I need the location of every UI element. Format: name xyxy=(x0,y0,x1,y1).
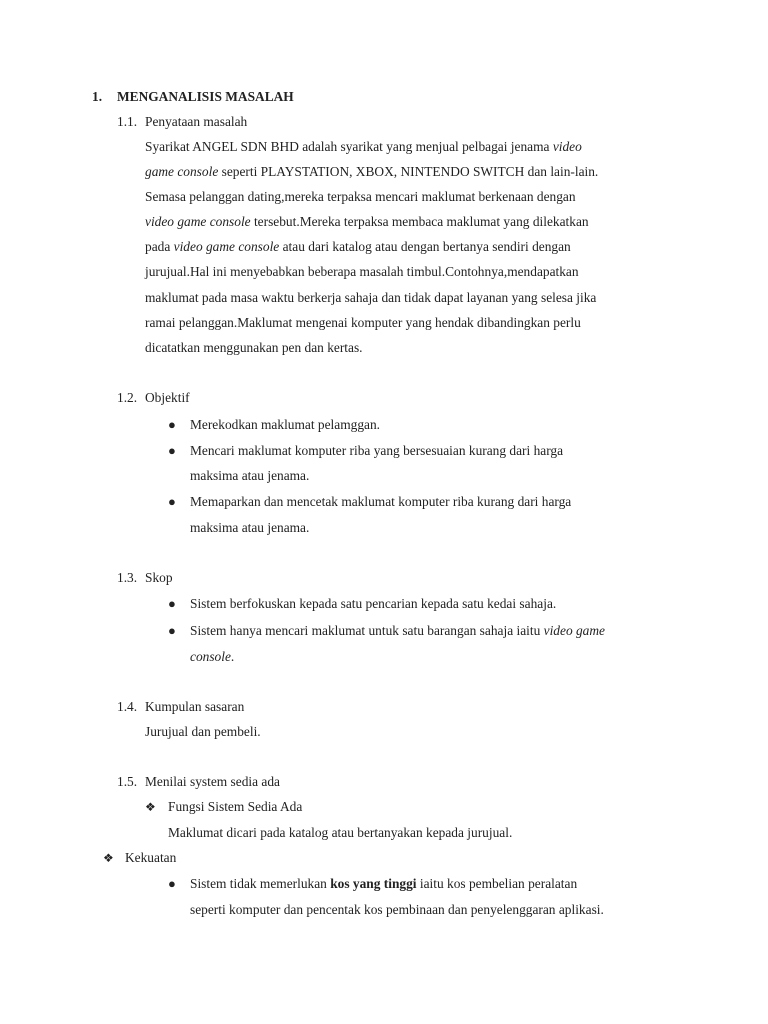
bullet-icon: ● xyxy=(168,443,176,458)
section-number: 1.5. xyxy=(117,774,138,789)
list-item xyxy=(190,876,577,892)
bold-text: kos yang tinggi xyxy=(330,876,417,891)
target-group-text: Jurujual dan pembeli. xyxy=(145,724,261,739)
text-segment: dicatatkan menggunakan pen dan kertas. xyxy=(145,340,363,355)
diamond-bullet-icon: ❖ xyxy=(145,800,156,814)
text-segment: tersebut.Mereka terpaksa membaca maklumat yang dilekatkan xyxy=(250,214,589,229)
text-segment: atau dari katalog atau dengan bertanya sendiri dengan xyxy=(279,239,571,254)
heading-number: 1. xyxy=(92,89,103,104)
bullet-icon: ● xyxy=(168,417,176,432)
section-number: 1.1. xyxy=(117,114,138,129)
italic-text: video game xyxy=(543,623,605,638)
text-segment: Sistem hanya mencari maklumat untuk satu barangan sahaja iaitu xyxy=(190,623,544,638)
paragraph-line xyxy=(145,239,571,255)
text-segment: . xyxy=(230,649,235,664)
section-title: Menilai system sedia ada xyxy=(145,774,280,789)
list-item-continuation: maksima atau jenama. xyxy=(190,468,310,483)
section-title: Skop xyxy=(145,570,173,585)
text-segment: maklumat pada masa waktu berkerja sahaja dan tidak dapat layanan yang selesa jika xyxy=(145,290,597,305)
bullet-icon: ● xyxy=(168,494,176,509)
paragraph-line xyxy=(145,315,581,331)
text-segment: Sistem tidak memerlukan xyxy=(190,876,331,891)
italic-text: video game console xyxy=(145,214,251,229)
italic-text: console xyxy=(190,649,231,664)
section-title: Penyataan masalah xyxy=(145,114,248,129)
section-number: 1.2. xyxy=(117,390,138,405)
italic-text: game console xyxy=(145,164,219,179)
text-segment: pada xyxy=(145,239,174,254)
paragraph-line xyxy=(145,189,576,205)
subsection-text: Maklumat dicari pada katalog atau bertanyakan kepada jurujual. xyxy=(168,825,513,840)
bullet-icon: ● xyxy=(168,623,176,638)
list-item xyxy=(190,623,605,639)
list-item-continuation: seperti komputer dan pencentak kos pembinaan dan penyelenggaran aplikasi. xyxy=(190,902,604,917)
list-item-continuation: maksima atau jenama. xyxy=(190,520,310,535)
paragraph-line xyxy=(145,214,589,230)
paragraph-line xyxy=(145,139,582,155)
text-segment: iaitu kos pembelian peralatan xyxy=(416,876,578,891)
text-segment: Semasa pelanggan dating,mereka terpaksa mencari maklumat berkenaan dengan xyxy=(145,189,576,204)
paragraph-line xyxy=(145,264,579,280)
bullet-icon: ● xyxy=(168,596,176,611)
diamond-bullet-icon: ❖ xyxy=(103,851,114,865)
list-item-continuation xyxy=(190,649,234,665)
text-segment: jurujual.Hal ini menyebabkan beberapa masalah timbul.Contohnya,mendapatkan xyxy=(145,264,579,279)
paragraph-line xyxy=(145,164,598,180)
section-title: Objektif xyxy=(145,390,190,405)
text-segment: ramai pelanggan.Maklumat mengenai komputer yang hendak dibandingkan perlu xyxy=(145,315,581,330)
heading-title: MENGANALISIS MASALAH xyxy=(117,89,294,104)
section-title: Kumpulan sasaran xyxy=(145,699,245,714)
paragraph-line xyxy=(145,290,596,306)
list-item: Memaparkan dan mencetak maklumat komputer riba kurang dari harga xyxy=(190,494,572,509)
section-number: 1.3. xyxy=(117,570,138,585)
list-item: Mencari maklumat komputer riba yang bersesuaian kurang dari harga xyxy=(190,443,564,458)
text-segment: seperti PLAYSTATION, XBOX, NINTENDO SWITCH dan lain-lain. xyxy=(218,164,599,179)
bullet-icon: ● xyxy=(168,876,176,891)
list-item: Merekodkan maklumat pelamggan. xyxy=(190,417,381,432)
subsection-title: Fungsi Sistem Sedia Ada xyxy=(168,799,303,814)
italic-text: video xyxy=(552,139,582,154)
paragraph-line xyxy=(145,340,363,356)
section-number: 1.4. xyxy=(117,699,138,714)
subsection-title: Kekuatan xyxy=(125,850,177,865)
italic-text: video game console xyxy=(173,239,280,254)
list-item: Sistem berfokuskan kepada satu pencarian kepada satu kedai sahaja. xyxy=(190,596,557,611)
text-segment: Syarikat ANGEL SDN BHD adalah syarikat yang menjual pelbagai jenama xyxy=(145,139,553,154)
